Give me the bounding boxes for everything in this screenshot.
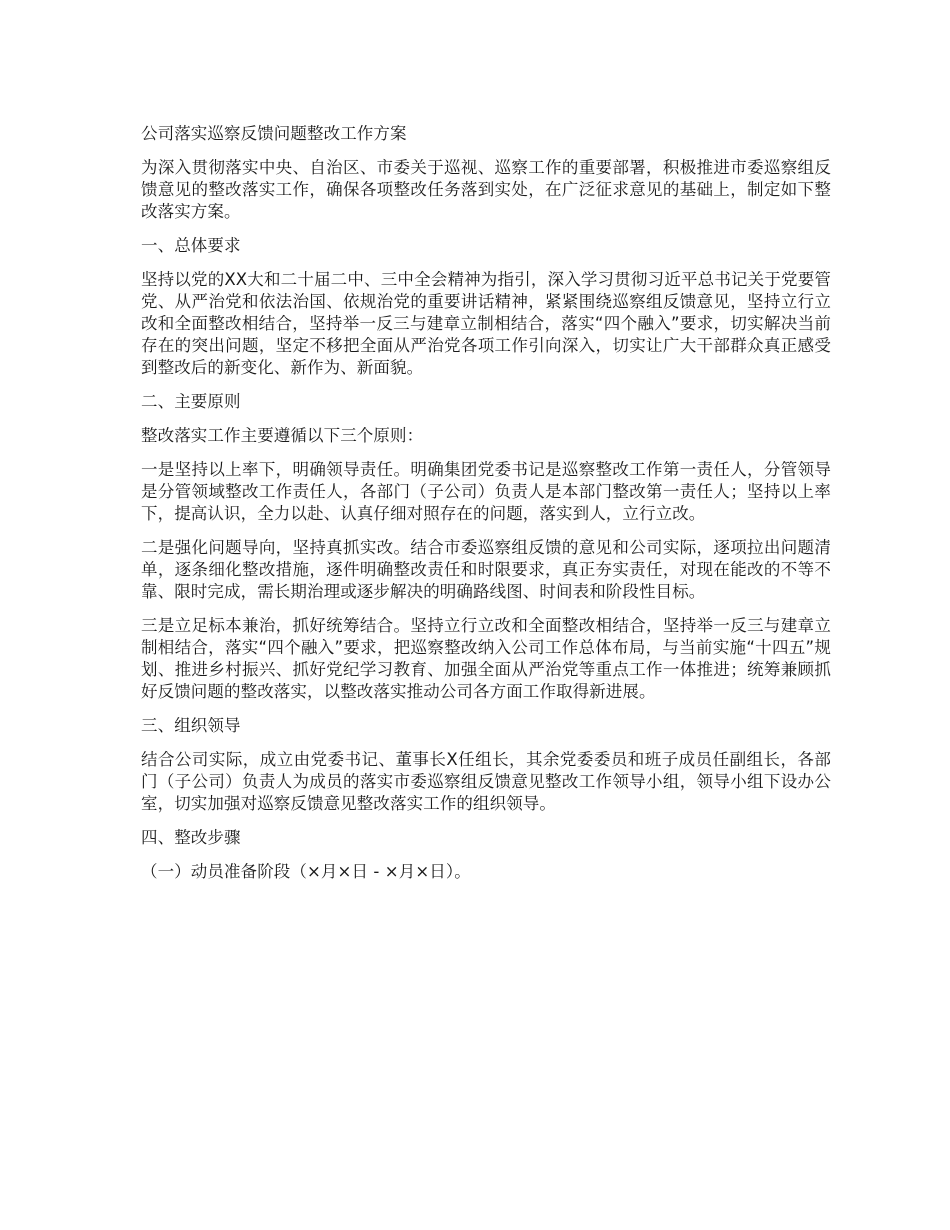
- general-requirements-paragraph: 坚持以党的XX大和二十届二中、三中全会精神为指引，深入学习贯彻习近平总书记关于党要管党、从严治党和依法治国、依规治党的重要讲话精神，紧紧围绕巡察组反馈意见，坚持立行立改和全面整改相结合，坚持举一反三与建章立制相结合，落实“四个融入”要求，切实解决当前存在的突出问题，坚定不移把全面从严治党各项工作引向深入，切实让广大干部群众真正感受到整改后的新变化、新作为、新面貌。: [141, 270, 831, 377]
- principle-one-paragraph: 一是坚持以上率下，明确领导责任。明确集团党委书记是巡察整改工作第一责任人，分管领导是分管领域整改工作责任人，各部门（子公司）负责人是本部门整改第一责任人；坚持以上率下，提高认识，全力以赴、认真仔细对照存在的问题，落实到人，立行立改。: [141, 460, 831, 523]
- document-page: [141, 123, 831, 895]
- document-title: 公司落实巡察反馈问题整改工作方案: [141, 124, 407, 143]
- section-heading-main-principles: 二、主要原则: [141, 392, 241, 411]
- principle-three-paragraph: 三是立足标本兼治，抓好统筹结合。坚持立行立改和全面整改相结合，坚持举一反三与建章立制相结合，落实“四个融入”要求，把巡察整改纳入公司工作总体布局，与当前实施“十四五”规划、推进乡村振兴、抓好党纪学习教育、加强全面从严治党等重点工作一体推进；统筹兼顾抓好反馈问题的整改落实，以整改落实推动公司各方面工作取得新进展。: [141, 616, 831, 701]
- section-heading-general-requirements: 一、总体要求: [141, 236, 241, 255]
- principle-two-paragraph: 二是强化问题导向，坚持真抓实改。结合市委巡察组反馈的意见和公司实际，逐项拉出问题清单，逐条细化整改措施，逐件明确整改责任和时限要求，真正夯实责任，对现在能改的不等不靠、限时完成，需长期治理或逐步解决的明确路线图、时间表和阶段性目标。: [141, 538, 831, 601]
- section-heading-steps: 四、整改步骤: [141, 828, 241, 847]
- organization-paragraph: 结合公司实际，成立由党委书记、董事长X任组长，其余党委委员和班子成员任副组长，各部门（子公司）负责人为成员的落实市委巡察组反馈意见整改工作领导小组，领导小组下设办公室，切实加强对巡察反馈意见整改落实工作的组织领导。: [141, 750, 831, 813]
- intro-paragraph: 为深入贯彻落实中央、自治区、市委关于巡视、巡察工作的重要部署，积极推进市委巡察组反馈意见的整改落实工作，确保各项整改任务落到实处，在广泛征求意见的基础上，制定如下整改落实方案。: [141, 158, 831, 221]
- step-one-paragraph: （一）动员准备阶段（×月×日 - ×月×日）。: [141, 862, 471, 881]
- principles-intro-paragraph: 整改落实工作主要遵循以下三个原则：: [141, 426, 424, 445]
- section-heading-organization: 三、组织领导: [141, 716, 241, 735]
